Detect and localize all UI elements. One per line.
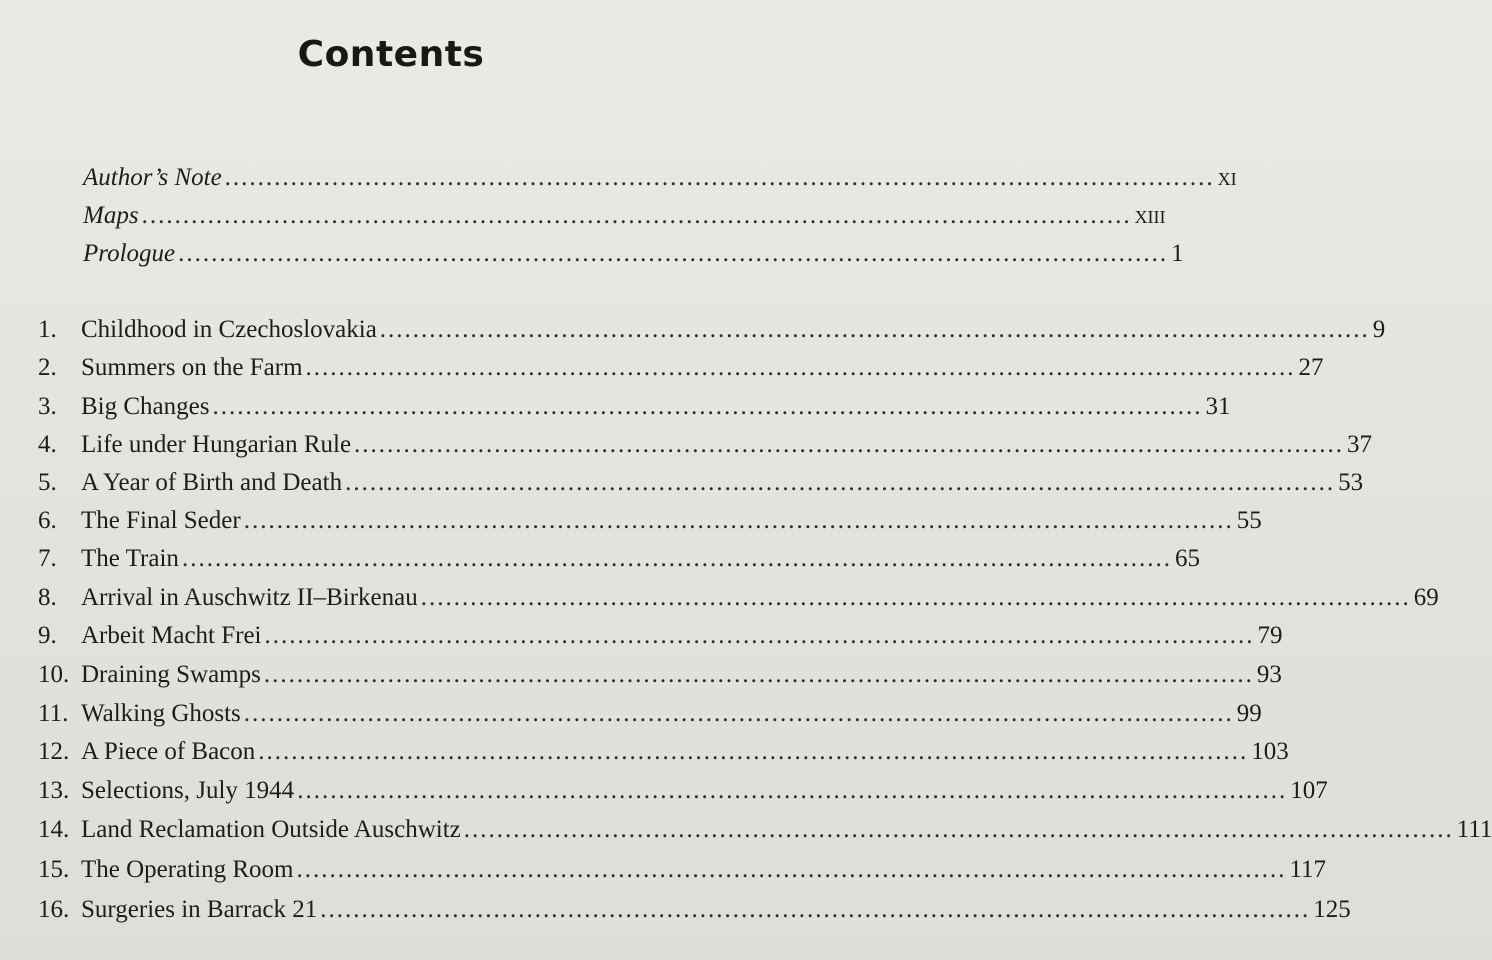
dot-leader: ........................................................................................................................ — [212, 393, 1203, 420]
chapter-page: 111 — [1456, 816, 1492, 843]
entry-page: 1 — [1171, 240, 1184, 267]
chapter-title: Land Reclamation Outside Auschwitz — [81, 816, 461, 843]
chapter-page: 9 — [1372, 316, 1386, 343]
toc-chapter-1 — [38, 315, 1386, 345]
dot-leader: ........................................................................................................................ — [297, 777, 1288, 804]
chapter-page: 107 — [1290, 777, 1328, 804]
toc-chapter-7 — [38, 544, 1200, 574]
toc-chapter-12 — [38, 737, 1289, 767]
chapter-title: The Operating Room — [81, 856, 294, 883]
chapter-page: 99 — [1236, 700, 1262, 727]
chapter-title: Childhood in Czechoslovakia — [81, 316, 377, 343]
toc-chapter-15 — [38, 855, 1327, 885]
toc-chapter-9 — [38, 621, 1283, 651]
dot-leader: ........................................................................................................................ — [224, 164, 1215, 191]
chapter-title: Walking Ghosts — [81, 700, 241, 727]
toc-chapter-4 — [38, 430, 1373, 460]
dot-leader: ........................................................................................................................ — [181, 545, 1172, 572]
toc-chapter-13 — [38, 776, 1328, 806]
toc-entry-maps — [83, 201, 1166, 231]
toc-chapter-6 — [38, 506, 1262, 536]
chapter-title: Big Changes — [81, 393, 210, 420]
chapter-number: 2. — [38, 354, 57, 381]
dot-leader: ........................................................................................................................ — [258, 738, 1249, 765]
chapter-title: The Final Seder — [81, 507, 241, 534]
dot-leader: ........................................................................................................................ — [178, 240, 1169, 267]
chapter-title: Arbeit Macht Frei — [81, 622, 262, 649]
dot-leader: ........................................................................................................................ — [354, 431, 1345, 458]
entry-page: xi — [1217, 164, 1237, 191]
entry-label: Author’s Note — [83, 164, 222, 191]
dot-leader: ........................................................................................................................ — [296, 856, 1287, 883]
chapter-number: 13. — [38, 777, 70, 804]
chapter-number: 7. — [38, 545, 57, 572]
chapter-number: 14. — [38, 816, 70, 843]
chapter-number: 16. — [38, 896, 70, 923]
chapter-number: 1. — [38, 316, 57, 343]
dot-leader: ........................................................................................................................ — [345, 469, 1336, 496]
chapter-number: 5. — [38, 469, 57, 496]
chapter-page: 53 — [1338, 469, 1364, 496]
dot-leader: ........................................................................................................................ — [420, 584, 1411, 611]
toc-chapter-10 — [38, 660, 1282, 690]
toc-chapter-16 — [38, 895, 1351, 925]
chapter-number: 3. — [38, 393, 57, 420]
dot-leader: ........................................................................................................................ — [463, 816, 1454, 843]
chapter-title: Surgeries in Barrack 21 — [81, 896, 318, 923]
chapter-title: Life under Hungarian Rule — [81, 431, 352, 458]
dot-leader: ........................................................................................................................ — [379, 316, 1370, 343]
chapter-page: 37 — [1347, 431, 1373, 458]
chapter-page: 27 — [1298, 354, 1324, 381]
chapter-number: 6. — [38, 507, 57, 534]
chapter-title: Arrival in Auschwitz II–Birkenau — [81, 584, 418, 611]
entry-label: Prologue — [83, 240, 176, 267]
chapter-number: 8. — [38, 584, 57, 611]
chapter-page: 103 — [1251, 738, 1289, 765]
chapter-page: 93 — [1256, 661, 1282, 688]
dot-leader: ........................................................................................................................ — [305, 354, 1296, 381]
toc-chapter-14 — [38, 815, 1492, 845]
chapter-number: 9. — [38, 622, 57, 649]
chapter-title: A Piece of Bacon — [81, 738, 256, 765]
toc-chapter-5 — [38, 468, 1364, 498]
chapter-title: A Year of Birth and Death — [81, 469, 343, 496]
dot-leader: ........................................................................................................................ — [243, 700, 1234, 727]
chapter-title: The Train — [81, 545, 179, 572]
entry-page: xiii — [1134, 202, 1166, 229]
chapter-title: Selections, July 1944 — [81, 777, 295, 804]
chapter-number: 12. — [38, 738, 70, 765]
chapter-page: 125 — [1313, 896, 1351, 923]
chapter-number: 11. — [38, 700, 69, 727]
dot-leader: ........................................................................................................................ — [263, 661, 1254, 688]
chapter-page: 79 — [1257, 622, 1283, 649]
toc-chapter-8 — [38, 583, 1439, 613]
dot-leader: ........................................................................................................................ — [320, 896, 1311, 923]
toc-entry-authors-note — [83, 163, 1237, 193]
toc-chapter-3 — [38, 392, 1231, 422]
chapter-page: 65 — [1174, 545, 1200, 572]
entry-label: Maps — [83, 202, 139, 229]
chapter-number: 10. — [38, 661, 70, 688]
dot-leader: ........................................................................................................................ — [243, 507, 1234, 534]
toc-chapter-2 — [38, 353, 1324, 383]
chapter-title: Summers on the Farm — [81, 354, 303, 381]
page-title: Contents — [297, 34, 485, 75]
chapter-page: 55 — [1236, 507, 1262, 534]
dot-leader: ........................................................................................................................ — [264, 622, 1255, 649]
chapter-page: 117 — [1289, 856, 1327, 883]
chapter-page: 31 — [1205, 393, 1231, 420]
toc-chapter-11 — [38, 699, 1262, 729]
chapter-number: 15. — [38, 856, 70, 883]
chapter-title: Draining Swamps — [81, 661, 261, 688]
dot-leader: ........................................................................................................................ — [141, 202, 1132, 229]
toc-entry-prologue — [83, 239, 1184, 269]
chapter-page: 69 — [1413, 584, 1439, 611]
chapter-number: 4. — [38, 431, 57, 458]
